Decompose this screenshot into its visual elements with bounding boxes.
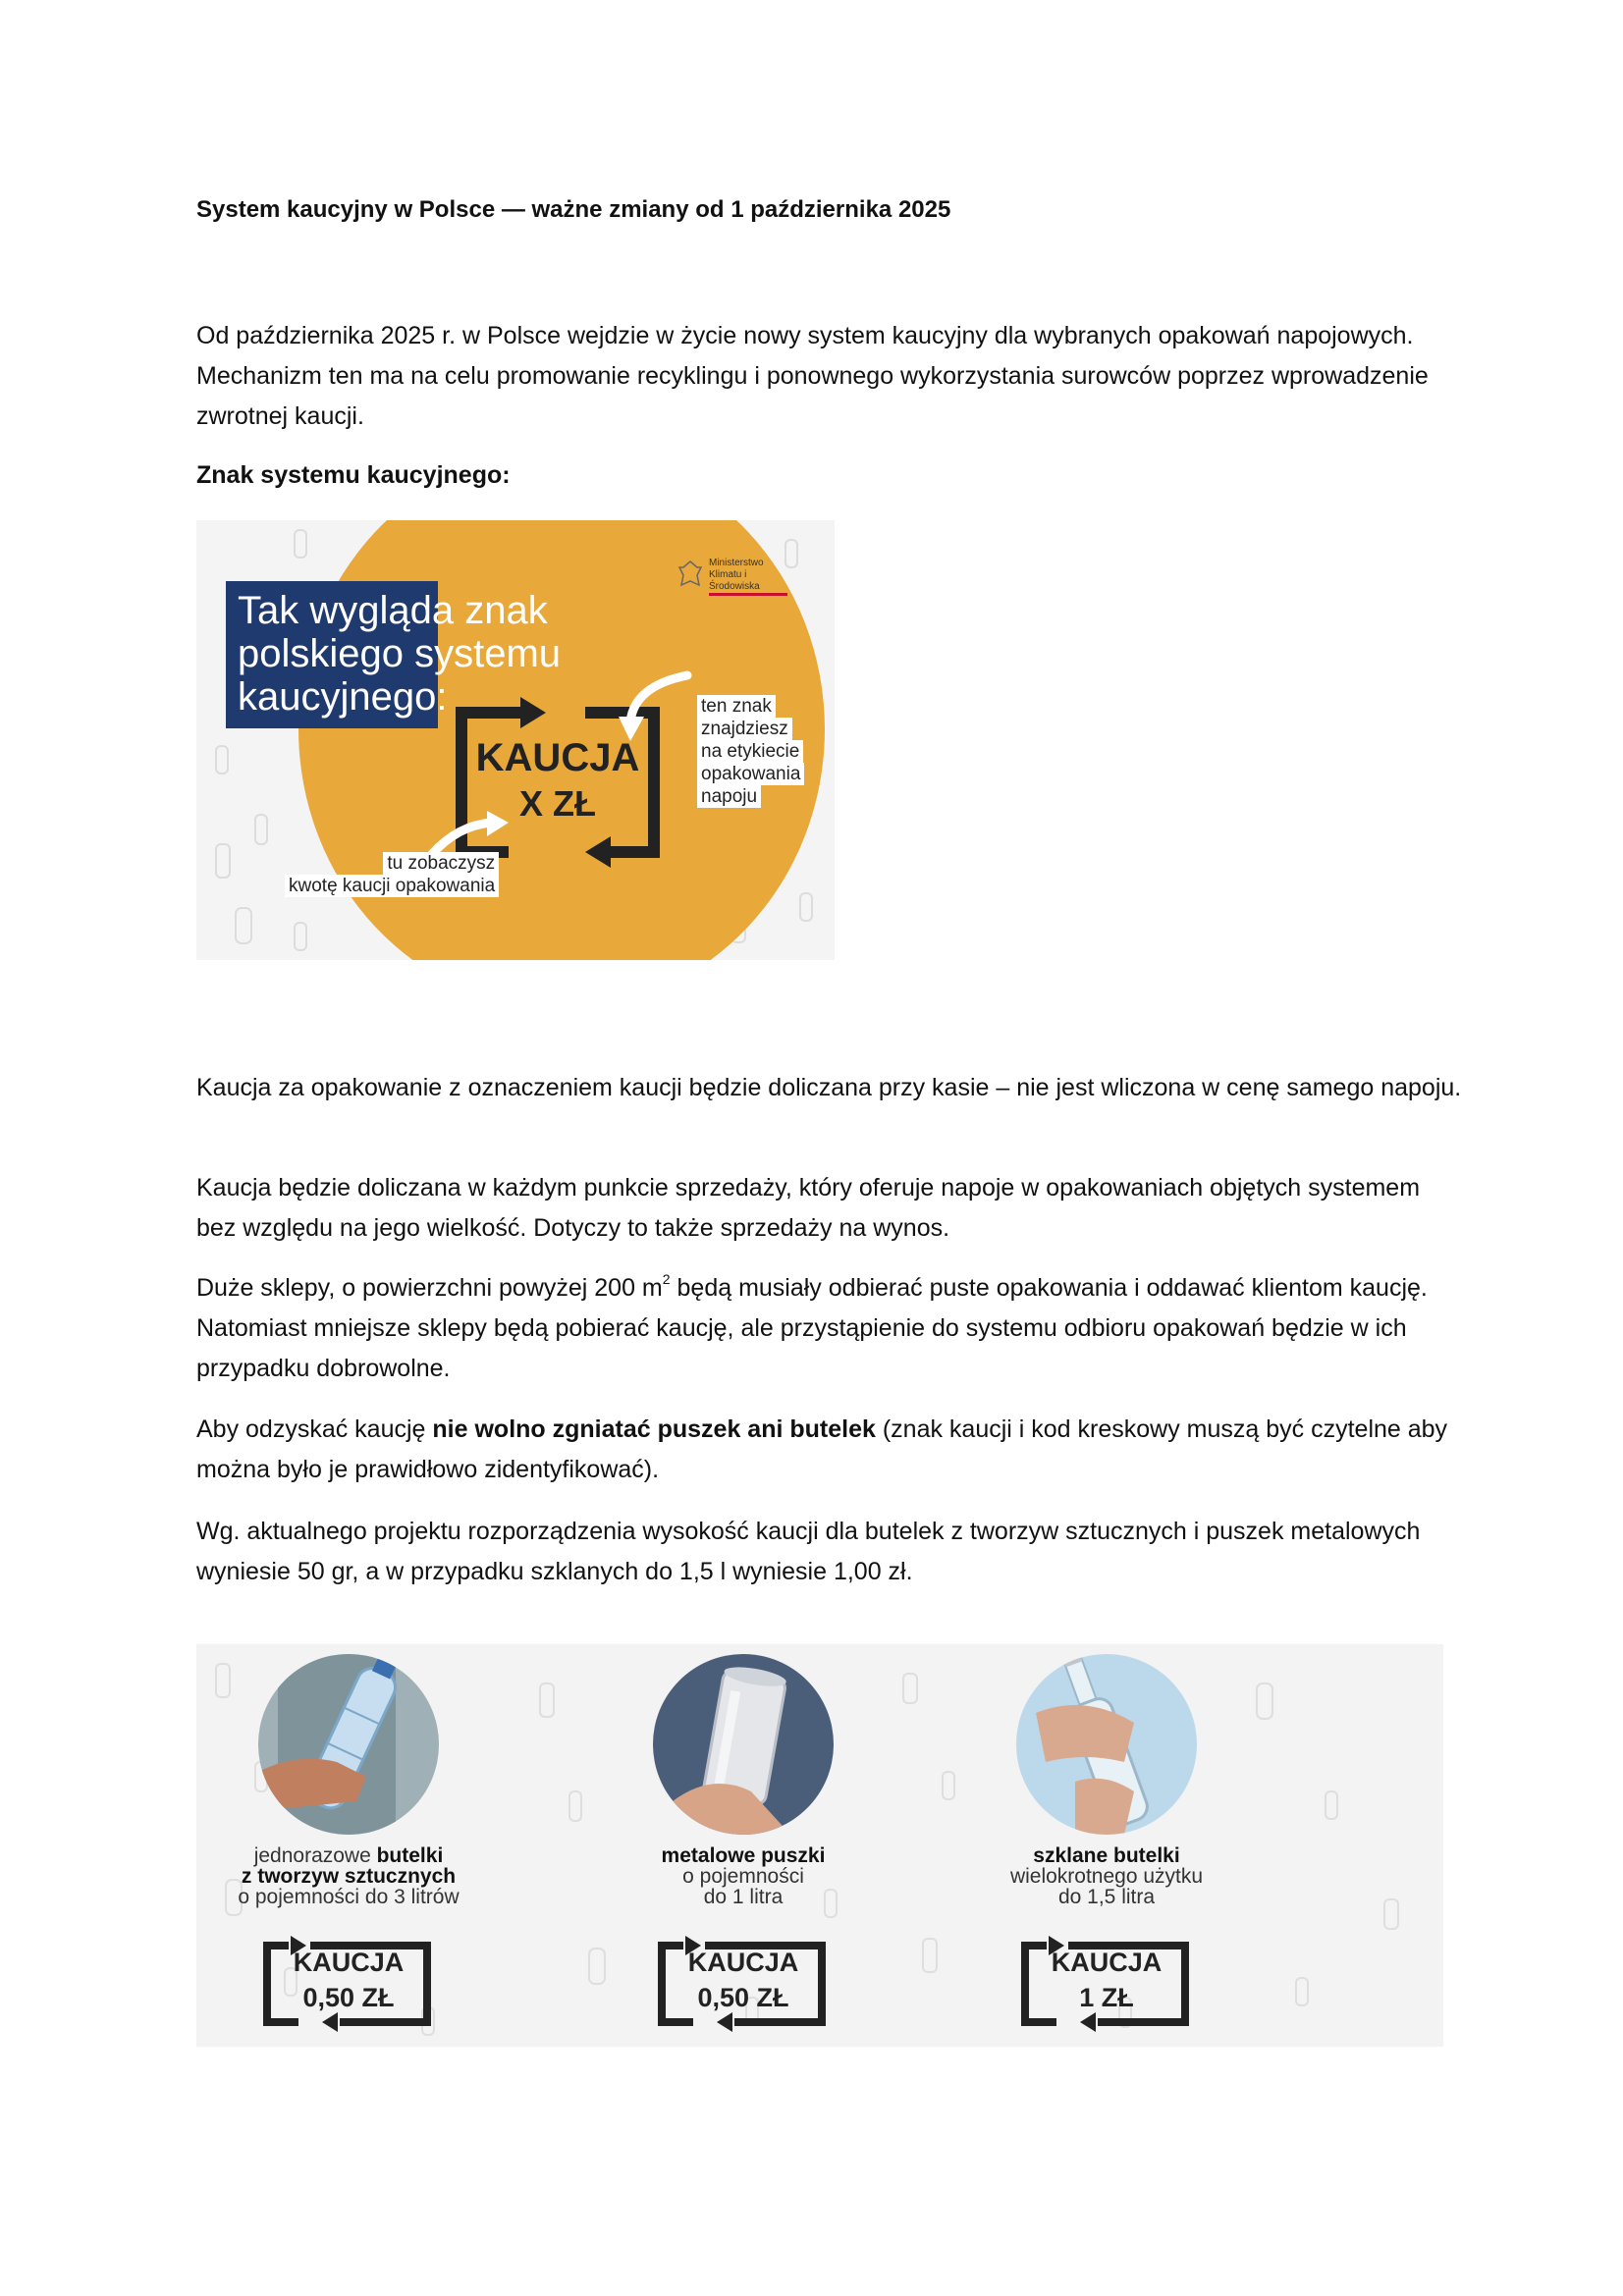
metal-can-photo [653, 1654, 834, 1835]
deposit-amounts-graphic [196, 1644, 1443, 2047]
deposit-mark-label: KAUCJA [475, 736, 640, 779]
paragraph-text: Duże sklepy, o powierzchni powyżej 200 m [196, 1274, 663, 1302]
amount-callout [285, 852, 499, 897]
caption-bold: szklane butelki [1033, 1844, 1180, 1867]
emphasis: nie wolno zgniatać puszek ani butelek [432, 1415, 876, 1443]
deposit-mark-amount: 1 ZŁ [1079, 1983, 1134, 2012]
deposit-mark-label: KAUCJA [293, 1948, 405, 1977]
glass-bottle-deposit-mark [1023, 1934, 1190, 2032]
headline-line: polskiego systemu [238, 632, 562, 675]
deposit-mark-label: KAUCJA [1051, 1948, 1163, 1977]
callout-line: znajdziesz [697, 718, 792, 740]
paragraph-text: Aby odzyskać kaucję [196, 1415, 433, 1443]
callout-line: opakowania [697, 763, 804, 785]
glass-bottle-caption [949, 1845, 1264, 1907]
caption-bold: metalowe puszki [661, 1844, 826, 1867]
deposit-mark-amount: 0,50 ZŁ [697, 1983, 789, 2012]
document-title: System kaucyjny w Polsce — ważne zmiany od 1 października 2025 [196, 196, 951, 223]
paragraph-do-not-crush [196, 1410, 1463, 1490]
caption-line: o pojemności [682, 1865, 804, 1888]
caption-line: o pojemności do 3 litrów [238, 1886, 460, 1908]
caption-bold: butelki [376, 1844, 444, 1867]
deposit-mark-graphic [196, 520, 835, 960]
paragraph-store-size [196, 1268, 1463, 1389]
section-heading: Znak systemu kaucyjnego: [196, 461, 511, 489]
paragraph-text: (znak kaucji i kod kreskowy muszą być czytelne aby można było je prawidłowo zidentyfikować). [196, 1415, 1448, 1483]
plastic-bottle-icon [258, 1654, 439, 1835]
headline-line: kaucyjnego: [238, 675, 448, 719]
deposit-mark-label: KAUCJA [687, 1948, 799, 1977]
ministry-logo-bar [709, 593, 787, 596]
plastic-bottle-photo [258, 1654, 439, 1835]
paragraph-deposit-at-checkout: Kaucja za opakowanie z oznaczeniem kaucji będzie doliczana przy kasie – nie jest wliczona w cenę samego napoju. [196, 1074, 1462, 1101]
paragraph-points-of-sale: Kaucja będzie doliczana w każdym punkcie sprzedaży, który oferuje napoje w opakowaniach objętych systemem bez względu na jego wielkość. Dotyczy to także sprzedaży na wynos. [196, 1174, 1421, 1242]
eagle-emblem-icon [677, 560, 703, 589]
metal-can-caption [586, 1845, 900, 1907]
caption-line: do 1,5 litra [1057, 1886, 1156, 1908]
intro-paragraph: Od października 2025 r. w Polsce wejdzie w życie nowy system kaucyjny dla wybranych opakowań napojowych. Mechanizm ten ma na celu promowanie recyklingu i ponownego wykorzystania surowców poprzez wprowadzenie zwrotnej kaucji. [196, 322, 1429, 430]
deposit-mark-amount: X ZŁ [519, 783, 596, 824]
callout-line: ten znak [697, 695, 776, 718]
caption-line [196, 1845, 506, 1866]
caption-bold: z tworzyw sztucznych [241, 1865, 457, 1888]
headline-banner [226, 581, 562, 728]
caption-line: wielokrotnego użytku [1009, 1865, 1204, 1888]
callout-line: kwotę kaucji opakowania [285, 875, 499, 897]
metal-can-deposit-mark [660, 1934, 827, 2032]
callout-line: tu zobaczysz [383, 852, 499, 875]
superscript: 2 [662, 1271, 671, 1287]
ministry-name: Klimatu i Środowiska [709, 569, 760, 592]
caption-line: do 1 litra [703, 1886, 784, 1908]
paragraph-text: będą musiały odbierać puste opakowania i oddawać klientom kaucję. Natomiast mniejsze sklepy będą pobierać kaucję, ale przystąpienie do systemu odbioru opakowań będzie w ich przypadku dobrowolne. [196, 1274, 1428, 1382]
callout-line: na etykiecie [697, 740, 803, 763]
caption-text: jednorazowe [253, 1844, 377, 1867]
plastic-bottle-caption [196, 1845, 506, 1907]
plastic-bottle-deposit-mark [265, 1934, 432, 2032]
glass-bottle-icon [1016, 1654, 1197, 1835]
metal-can-icon [653, 1654, 834, 1835]
paragraph-deposit-amounts: Wg. aktualnego projektu rozporządzenia wysokość kaucji dla butelek z tworzyw sztucznych i puszek metalowych wyniesie 50 gr, a w przypadku szklanych do 1,5 l wyniesie 1,00 zł. [196, 1518, 1421, 1585]
callout-line: napoju [697, 785, 761, 808]
deposit-mark [461, 705, 654, 852]
deposit-mark-amount: 0,50 ZŁ [302, 1983, 395, 2012]
headline-line: Tak wygląda znak [238, 589, 548, 632]
glass-bottle-photo [1016, 1654, 1197, 1835]
ministry-logo [677, 556, 795, 605]
ministry-name: Ministerstwo [709, 558, 764, 568]
label-callout [697, 695, 804, 808]
